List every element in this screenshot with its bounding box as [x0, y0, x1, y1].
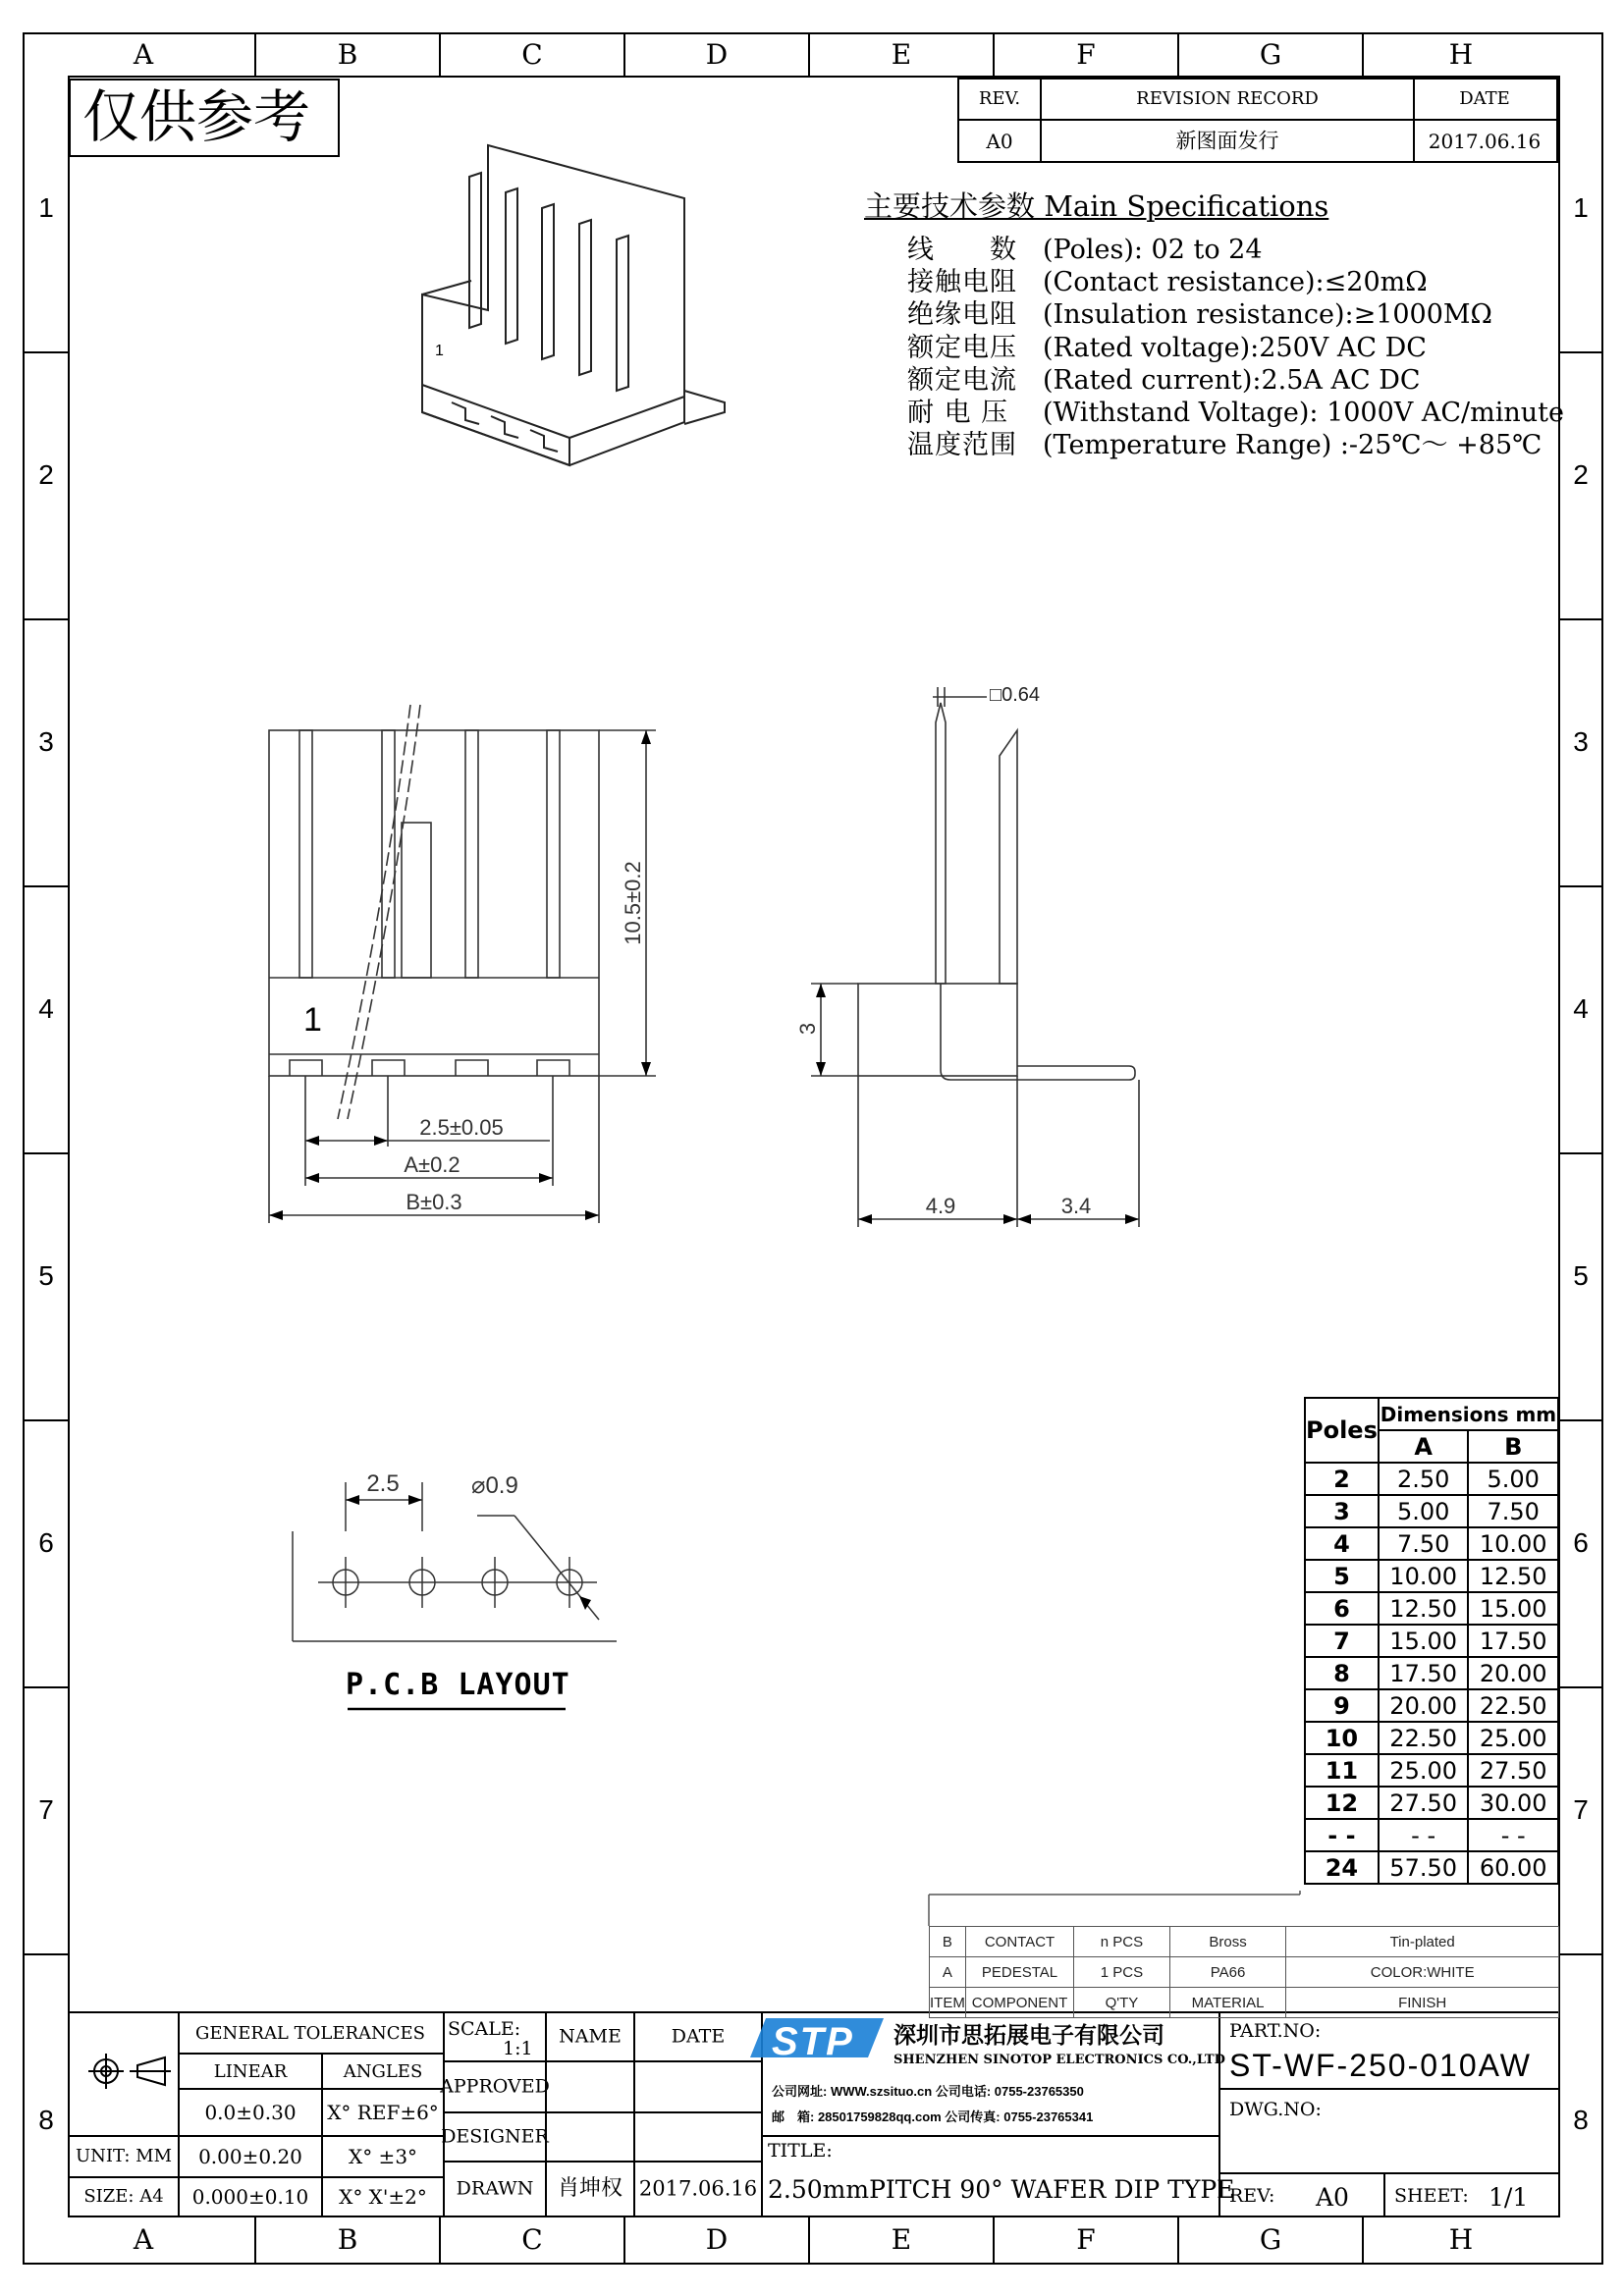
tol-angle-2: X° ±3° — [348, 2145, 418, 2168]
rev-label: REV: — [1229, 2185, 1275, 2207]
col-label-h: H — [1448, 38, 1474, 71]
dims-b-cell: 27.50 — [1468, 1754, 1558, 1787]
dim-pitch: 2.5±0.05 — [419, 1115, 504, 1140]
company-contact-1: 公司网址: WWW.szsituo.cn 公司电话: 0755-23765350 — [772, 2084, 1084, 2099]
dims-a-cell: - - — [1379, 1819, 1469, 1851]
bom-qty-cell: Q'TY — [1074, 1988, 1170, 2018]
col-label-g-bottom: G — [1259, 2223, 1282, 2256]
dims-a-cell: 5.00 — [1379, 1495, 1469, 1527]
stamp-text: 仅供参考 — [82, 83, 311, 150]
size-label: SIZE: A4 — [83, 2186, 164, 2207]
company-contact-2: 邮 箱: 28501759828qq.com 公司传真: 0755-23765341 — [772, 2109, 1094, 2124]
col-label-e: E — [891, 38, 912, 71]
scale-value: 1:1 — [503, 2038, 533, 2059]
spec-temperature-range — [907, 423, 1542, 461]
dim-side-left: 4.9 — [925, 1194, 956, 1218]
dim-side-height: 3 — [795, 1022, 820, 1036]
col-label-d-bottom: D — [705, 2223, 729, 2256]
bom-qty-cell: n PCS — [1074, 1927, 1170, 1957]
sheet-value: 1/1 — [1489, 2183, 1529, 2212]
table-row — [930, 1957, 1559, 1988]
dim-a: A±0.2 — [404, 1152, 460, 1177]
col-label-g: G — [1259, 38, 1282, 71]
spec-insulation-cn: 绝缘电阻 — [907, 299, 1017, 330]
dims-b-cell: 7.50 — [1468, 1495, 1558, 1527]
row-label-2-right: 2 — [1573, 459, 1589, 490]
dims-poles-header: Poles — [1305, 1398, 1379, 1463]
dims-b-cell: 15.00 — [1468, 1592, 1558, 1625]
drawn-date: 2017.06.16 — [638, 2176, 758, 2201]
title-label: TITLE: — [768, 2140, 833, 2162]
dim-b: B±0.3 — [406, 1190, 462, 1214]
dims-poles-cell: 9 — [1305, 1689, 1379, 1722]
pcb-pitch: 2.5 — [366, 1470, 400, 1497]
dims-a-cell: 57.50 — [1379, 1851, 1469, 1884]
general-tolerances-label: GENERAL TOLERANCES — [194, 2023, 426, 2044]
col-label-h-bottom: H — [1448, 2223, 1474, 2256]
dims-b-cell: 22.50 — [1468, 1689, 1558, 1722]
name-header: NAME — [559, 2025, 622, 2048]
company-name-en: SHENZHEN SINOTOP ELECTRONICS CO.,LTD — [893, 2053, 1225, 2067]
dims-b-cell: 17.50 — [1468, 1625, 1558, 1657]
dims-col-a: A — [1379, 1430, 1469, 1463]
tol-linear-2: 0.00±0.20 — [198, 2145, 302, 2168]
spec-withstand-cn: 耐 电 压 — [907, 398, 1009, 428]
spec-contact-en: (Contact resistance):≤20mΩ — [1043, 267, 1428, 297]
dims-poles-cell: 7 — [1305, 1625, 1379, 1657]
table-row — [1305, 1495, 1558, 1527]
spec-voltage-en: (Rated voltage):250V AC DC — [1043, 333, 1427, 363]
scale-label: SCALE: — [448, 2018, 521, 2040]
designer-label: DESIGNER — [441, 2125, 549, 2148]
tol-linear-3: 0.000±0.10 — [191, 2185, 309, 2209]
row-label-5-right: 5 — [1573, 1260, 1589, 1291]
title-value: 2.50mmPITCH 90° WAFER DIP TYPE — [768, 2175, 1235, 2204]
col-label-a: A — [133, 38, 154, 71]
dims-poles-cell: 4 — [1305, 1527, 1379, 1560]
rev-header-date: DATE — [1459, 88, 1510, 109]
bom-component-cell: CONTACT — [965, 1927, 1073, 1957]
unit-label: UNIT: MM — [75, 2146, 173, 2166]
dims-poles-cell: 10 — [1305, 1722, 1379, 1754]
dims-poles-cell: 12 — [1305, 1787, 1379, 1819]
tol-angle-3: X° X'±2° — [339, 2185, 427, 2209]
spec-insulation-en: (Insulation resistance):≥1000MΩ — [1043, 299, 1492, 330]
table-row — [1305, 1689, 1558, 1722]
dims-b-cell: 25.00 — [1468, 1722, 1558, 1754]
table-row — [1305, 1722, 1558, 1754]
dims-poles-cell: 11 — [1305, 1754, 1379, 1787]
bom-table — [929, 1926, 1559, 2018]
bom-item-cell: A — [930, 1957, 966, 1988]
dims-b-cell: 5.00 — [1468, 1463, 1558, 1495]
col-label-b-bottom: B — [337, 2223, 358, 2256]
dims-a-cell: 15.00 — [1379, 1625, 1469, 1657]
table-row — [1305, 1819, 1558, 1851]
bom-material-cell: PA66 — [1169, 1957, 1286, 1988]
spec-poles-cn: 线 数 — [907, 235, 1017, 265]
rev-row-record: 新图面发行 — [1175, 129, 1279, 153]
bom-item-cell: B — [930, 1927, 966, 1957]
col-label-f-bottom: F — [1076, 2223, 1096, 2256]
dim-side-right: 3.4 — [1060, 1194, 1092, 1218]
dims-a-cell: 10.00 — [1379, 1560, 1469, 1592]
bom-material-cell: Bross — [1169, 1927, 1286, 1957]
row-label-7-right: 7 — [1573, 1794, 1589, 1825]
part-no-value: ST-WF-250-010AW — [1229, 2048, 1532, 2083]
dwg-no-label: DWG.NO: — [1229, 2099, 1322, 2120]
dims-b-cell: 10.00 — [1468, 1527, 1558, 1560]
bom-material-cell: MATERIAL — [1169, 1988, 1286, 2018]
table-row — [1305, 1851, 1558, 1884]
dims-a-cell: 7.50 — [1379, 1527, 1469, 1560]
col-label-f: F — [1076, 38, 1096, 71]
row-label-8-right: 8 — [1573, 2105, 1589, 2135]
dims-a-cell: 20.00 — [1379, 1689, 1469, 1722]
bom-component-cell: COMPONENT — [965, 1988, 1073, 2018]
row-label-2: 2 — [38, 459, 54, 490]
angles-label: ANGLES — [343, 2061, 423, 2082]
row-label-1-right: 1 — [1573, 192, 1589, 223]
drawn-label: DRAWN — [456, 2177, 534, 2200]
dims-poles-cell: 2 — [1305, 1463, 1379, 1495]
dim-pin-size: □0.64 — [990, 684, 1041, 706]
dims-poles-cell: 5 — [1305, 1560, 1379, 1592]
pcb-hole-diameter: ⌀0.9 — [471, 1472, 518, 1499]
table-row — [1305, 1463, 1558, 1495]
row-label-4: 4 — [38, 993, 54, 1024]
col-label-c-bottom: C — [521, 2223, 543, 2256]
approved-label: APPROVED — [440, 2075, 550, 2098]
row-label-1: 1 — [38, 192, 54, 223]
table-row — [1305, 1625, 1558, 1657]
dims-b-cell: 30.00 — [1468, 1787, 1558, 1819]
bom-component-cell: PEDESTAL — [965, 1957, 1073, 1988]
linear-label: LINEAR — [213, 2061, 288, 2082]
company-logo: STP — [772, 2020, 854, 2063]
dims-a-cell: 27.50 — [1379, 1787, 1469, 1819]
bom-item-cell: ITEM — [930, 1988, 966, 2018]
tol-angle-1: X° REF±6° — [327, 2101, 439, 2124]
dims-b-cell: 60.00 — [1468, 1851, 1558, 1884]
row-label-3: 3 — [38, 726, 54, 757]
iso-pin1-label: 1 — [435, 343, 444, 359]
spec-temp-en: (Temperature Range) :-25℃～ +85℃ — [1043, 430, 1543, 460]
bom-finish-cell: Tin-plated — [1286, 1927, 1559, 1957]
spec-contact-cn: 接触电阻 — [907, 267, 1017, 297]
dims-poles-cell: 24 — [1305, 1851, 1379, 1884]
dims-a-cell: 22.50 — [1379, 1722, 1469, 1754]
table-row — [930, 1988, 1559, 2018]
dims-b-cell: 12.50 — [1468, 1560, 1558, 1592]
spec-current-cn: 额定电流 — [907, 365, 1017, 396]
date-header: DATE — [671, 2025, 726, 2048]
specs-title: 主要技术参数 Main Specifications — [864, 189, 1329, 223]
drawn-name: 肖坤权 — [557, 2176, 623, 2201]
col-label-c: C — [521, 38, 543, 71]
table-row — [1305, 1527, 1558, 1560]
col-label-e-bottom: E — [891, 2223, 912, 2256]
dim-height: 10.5±0.2 — [621, 861, 645, 945]
table-row — [1305, 1560, 1558, 1592]
table-row — [930, 1927, 1559, 1957]
spec-withstand-en: (Withstand Voltage): 1000V AC/minute — [1043, 398, 1564, 428]
dims-poles-cell: 8 — [1305, 1657, 1379, 1689]
dims-poles-cell: 3 — [1305, 1495, 1379, 1527]
bom-finish-cell: FINISH — [1286, 1988, 1559, 2018]
rev-row-rev: A0 — [986, 130, 1013, 153]
rev-header-record: REVISION RECORD — [1136, 88, 1319, 109]
row-label-3-right: 3 — [1573, 726, 1589, 757]
col-label-a-bottom: A — [133, 2223, 154, 2256]
bom-qty-cell: 1 PCS — [1074, 1957, 1170, 1988]
rev-row-date: 2017.06.16 — [1428, 130, 1542, 153]
table-row — [1305, 1754, 1558, 1787]
dims-a-cell: 12.50 — [1379, 1592, 1469, 1625]
table-row — [1305, 1657, 1558, 1689]
dims-poles-cell: 6 — [1305, 1592, 1379, 1625]
dims-b-cell: 20.00 — [1468, 1657, 1558, 1689]
spec-current-en: (Rated current):2.5A AC DC — [1043, 365, 1421, 396]
spec-poles-en: (Poles): 02 to 24 — [1043, 235, 1263, 265]
row-label-6-right: 6 — [1573, 1527, 1589, 1558]
dims-poles-cell: - - — [1305, 1819, 1379, 1851]
dims-col-b: B — [1468, 1430, 1558, 1463]
dims-a-cell: 25.00 — [1379, 1754, 1469, 1787]
front-pin1-label: 1 — [303, 1001, 322, 1039]
row-label-7: 7 — [38, 1794, 54, 1825]
dims-a-cell: 2.50 — [1379, 1463, 1469, 1495]
spec-temp-cn: 温度范围 — [907, 430, 1017, 460]
sheet-label: SHEET: — [1394, 2185, 1469, 2207]
part-no-label: PART.NO: — [1229, 2020, 1322, 2042]
rev-value: A0 — [1316, 2183, 1349, 2212]
tol-linear-1: 0.0±0.30 — [204, 2101, 297, 2124]
reference-stamp — [69, 79, 340, 157]
pcb-layout-title: P.C.B LAYOUT — [346, 1668, 570, 1702]
row-label-4-right: 4 — [1573, 993, 1589, 1024]
row-label-6: 6 — [38, 1527, 54, 1558]
dims-header: Dimensions mm — [1379, 1398, 1558, 1430]
row-label-5: 5 — [38, 1260, 54, 1291]
rev-header-rev: REV. — [978, 88, 1021, 109]
bom-finish-cell: COLOR:WHITE — [1286, 1957, 1559, 1988]
dims-b-cell: - - — [1468, 1819, 1558, 1851]
dims-a-cell: 17.50 — [1379, 1657, 1469, 1689]
col-label-d: D — [705, 38, 729, 71]
row-label-8: 8 — [38, 2105, 54, 2135]
col-label-b: B — [337, 38, 358, 71]
dimensions-table — [1304, 1397, 1559, 1885]
company-name-cn: 深圳市思拓展电子有限公司 — [893, 2022, 1164, 2049]
table-row — [1305, 1787, 1558, 1819]
spec-voltage-cn: 额定电压 — [907, 333, 1017, 363]
table-row — [1305, 1592, 1558, 1625]
